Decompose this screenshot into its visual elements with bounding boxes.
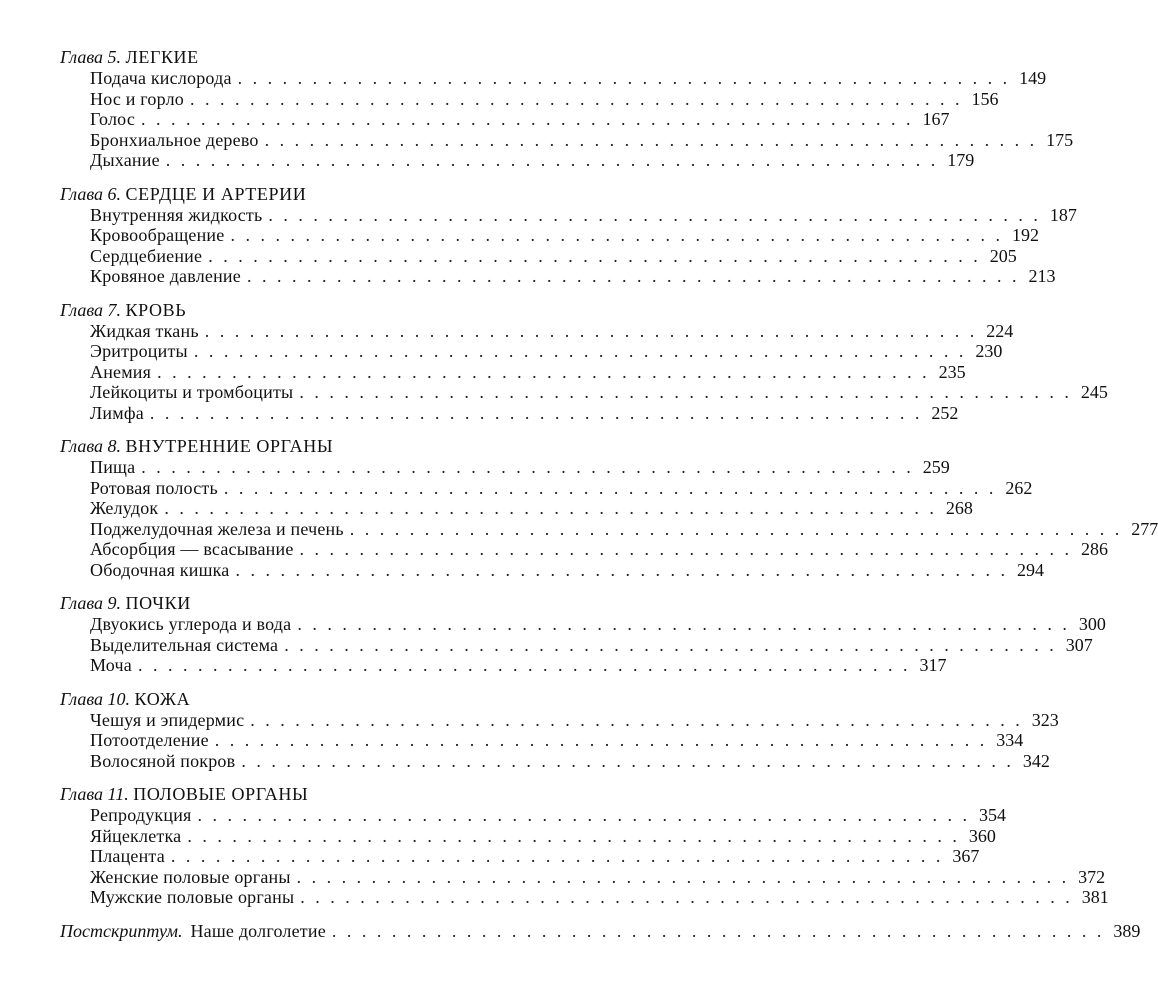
- dot-leader: . . . . . . . . . . . . . . . . . . . . . . . . . . . . . . . . . . . . . . . . . . . . . . . . . . . .: [137, 655, 911, 675]
- dot-leader: . . . . . . . . . . . . . . . . . . . . . . . . . . . . . . . . . . . . . . . . . . . . . . . . . . . .: [331, 920, 1105, 941]
- toc-entry: [90, 109, 950, 130]
- chapter-section: [60, 783, 1109, 908]
- toc-entry: [90, 150, 975, 171]
- dot-leader: . . . . . . . . . . . . . . . . . . . . . . . . . . . . . . . . . . . . . . . . . . . . . . . . . . . .: [349, 518, 1123, 539]
- page-number: 277: [1131, 518, 1158, 539]
- entry-title: Яйцеклетка: [90, 825, 182, 846]
- entry-title: Подача кислорода: [90, 68, 232, 88]
- dot-leader: . . . . . . . . . . . . . . . . . . . . . . . . . . . . . . . . . . . . . . . . . . . . . . . . . . . .: [141, 109, 914, 129]
- toc-entry: [90, 68, 1047, 89]
- entry-title: Чешуя и эпидермис: [90, 709, 245, 730]
- toc-entry: [90, 518, 1158, 540]
- entry-title: Дыхание: [90, 150, 160, 170]
- dot-leader: . . . . . . . . . . . . . . . . . . . . . . . . . . . . . . . . . . . . . . . . . . . . . . . . . . . .: [187, 825, 960, 846]
- dot-leader: . . . . . . . . . . . . . . . . . . . . . . . . . . . . . . . . . . . . . . . . . . . . . . . . . . . .: [299, 539, 1073, 559]
- chapter-section: [60, 299, 1108, 424]
- toc-entry: [90, 382, 1108, 403]
- chapter-section: [60, 592, 1106, 676]
- page-number: 300: [1078, 614, 1106, 634]
- table-of-contents: [60, 46, 1158, 942]
- dot-leader: . . . . . . . . . . . . . . . . . . . . . . . . . . . . . . . . . . . . . . . . . . . . . . . . . . . .: [246, 266, 1020, 286]
- entry-title: Сердцебиение: [90, 245, 203, 266]
- dot-leader: . . . . . . . . . . . . . . . . . . . . . . . . . . . . . . . . . . . . . . . . . . . . . . . . . . . .: [250, 709, 1023, 730]
- chapter-section: [60, 183, 1077, 287]
- toc-entry: [90, 361, 966, 383]
- toc-entry: [90, 402, 959, 424]
- entry-title: Выделительная система: [90, 634, 279, 655]
- page-number: 149: [1019, 68, 1047, 88]
- chapter-number: Глава 8.: [60, 436, 122, 456]
- chapter-title: ПОЧКИ: [125, 593, 191, 613]
- dot-leader: . . . . . . . . . . . . . . . . . . . . . . . . . . . . . . . . . . . . . . . . . . . . . . . . . . . .: [197, 805, 971, 825]
- page-number: 245: [1080, 382, 1108, 402]
- entry-title: Абсорбция — всасывание: [90, 539, 294, 559]
- toc-entry: [90, 245, 1017, 267]
- toc-entry: [90, 887, 1109, 908]
- chapter-section: [60, 46, 1074, 171]
- page-number: 259: [922, 457, 950, 477]
- entry-title: Поджелудочная железа и печень: [90, 518, 344, 539]
- page-number: 252: [931, 402, 959, 423]
- page-number: 367: [952, 846, 980, 866]
- page-number: 389: [1113, 920, 1141, 941]
- chapter-number: Глава 6.: [60, 183, 122, 204]
- page-number: 268: [945, 498, 973, 518]
- dot-leader: . . . . . . . . . . . . . . . . . . . . . . . . . . . . . . . . . . . . . . . . . . . . . . . . . . . .: [299, 382, 1072, 402]
- toc-entry: [90, 266, 1056, 287]
- toc-entry: [90, 539, 1109, 560]
- toc-entry: [90, 846, 980, 867]
- dot-leader: . . . . . . . . . . . . . . . . . . . . . . . . . . . . . . . . . . . . . . . . . . . . . . . . . . . .: [164, 498, 937, 518]
- dot-leader: . . . . . . . . . . . . . . . . . . . . . . . . . . . . . . . . . . . . . . . . . . . . . . . . . . . .: [193, 341, 967, 361]
- dot-leader: . . . . . . . . . . . . . . . . . . . . . . . . . . . . . . . . . . . . . . . . . . . . . . . . . . . .: [241, 750, 1014, 771]
- page-number: 167: [922, 109, 950, 129]
- dot-leader: . . . . . . . . . . . . . . . . . . . . . . . . . . . . . . . . . . . . . . . . . . . . . . . . . . . .: [297, 614, 1070, 634]
- page-number: 354: [979, 805, 1007, 825]
- entry-title: Ротовая полость: [90, 477, 218, 498]
- toc-entry: [90, 805, 1007, 826]
- page-number: 286: [1081, 539, 1109, 559]
- page-number: 187: [1049, 204, 1077, 225]
- toc-entry: [90, 655, 947, 676]
- entry-title: Ободочная кишка: [90, 559, 230, 580]
- dot-leader: . . . . . . . . . . . . . . . . . . . . . . . . . . . . . . . . . . . . . . . . . . . . . . . . . . . .: [170, 846, 944, 866]
- entry-title: Бронхиальное дерево: [90, 129, 259, 150]
- entry-title: Жидкая ткань: [90, 320, 199, 341]
- entry-title: Анемия: [90, 361, 152, 382]
- page-number: 323: [1031, 709, 1059, 730]
- toc-entry: [90, 709, 1059, 731]
- page-number: 235: [938, 361, 966, 382]
- dot-leader: . . . . . . . . . . . . . . . . . . . . . . . . . . . . . . . . . . . . . . . . . . . . . . . . . . . .: [268, 204, 1041, 225]
- postscript-entry: [60, 920, 1141, 942]
- page-number: 342: [1022, 750, 1050, 771]
- entry-title: Нос и горло: [90, 88, 184, 109]
- chapter-number: Глава 5.: [60, 47, 122, 67]
- toc-entry: [90, 825, 996, 847]
- chapter-title: КОЖА: [134, 688, 191, 709]
- entry-title: Лимфа: [90, 402, 144, 423]
- entry-title: Кровообращение: [90, 225, 225, 245]
- chapter-section: [60, 435, 1158, 580]
- page-number: 179: [947, 150, 975, 170]
- dot-leader: . . . . . . . . . . . . . . . . . . . . . . . . . . . . . . . . . . . . . . . . . . . . . . . . . . . .: [264, 129, 1038, 150]
- entry-title: Плацента: [90, 846, 165, 866]
- chapter-heading: [60, 783, 630, 805]
- entry-title: Потоотделение: [90, 730, 209, 750]
- page-number: 381: [1081, 887, 1109, 907]
- entry-title: Внутренняя жидкость: [90, 204, 263, 225]
- entry-title: Мужские половые органы: [90, 887, 295, 907]
- dot-leader: . . . . . . . . . . . . . . . . . . . . . . . . . . . . . . . . . . . . . . . . . . . . . . . . . . . .: [149, 402, 923, 423]
- page-number: 360: [968, 825, 996, 846]
- chapter-number: Глава 9.: [60, 593, 122, 613]
- entry-title: Моча: [90, 655, 132, 675]
- page-number: 317: [919, 655, 947, 675]
- chapter-section: [60, 688, 1059, 772]
- dot-leader: . . . . . . . . . . . . . . . . . . . . . . . . . . . . . . . . . . . . . . . . . . . . . . . . . . . .: [214, 730, 988, 750]
- dot-leader: . . . . . . . . . . . . . . . . . . . . . . . . . . . . . . . . . . . . . . . . . . . . . . . . . . . .: [284, 634, 1057, 655]
- chapter-title: ПОЛОВЫЕ ОРГАНЫ: [133, 784, 309, 804]
- dot-leader: . . . . . . . . . . . . . . . . . . . . . . . . . . . . . . . . . . . . . . . . . . . . . . . . . . . .: [235, 559, 1008, 580]
- postscript-prefix: Постскриптум.: [60, 920, 183, 941]
- chapter-title: ЛЕГКИЕ: [125, 47, 199, 67]
- toc-entry: [90, 866, 1106, 888]
- chapter-title: СЕРДЦЕ И АРТЕРИИ: [125, 183, 307, 204]
- toc-entry: [90, 320, 1014, 342]
- chapter-number: Глава 10.: [60, 688, 131, 709]
- toc-entry: [90, 477, 1033, 499]
- dot-leader: . . . . . . . . . . . . . . . . . . . . . . . . . . . . . . . . . . . . . . . . . . . . . . . . . . . .: [165, 150, 939, 170]
- page-number: 175: [1046, 129, 1074, 150]
- page-number: 205: [989, 245, 1017, 266]
- toc-entry: [90, 88, 999, 110]
- chapter-heading: [60, 46, 630, 68]
- dot-leader: . . . . . . . . . . . . . . . . . . . . . . . . . . . . . . . . . . . . . . . . . . . . . . . . . . . .: [300, 887, 1073, 907]
- dot-leader: . . . . . . . . . . . . . . . . . . . . . . . . . . . . . . . . . . . . . . . . . . . . . . . . . . . .: [230, 225, 1003, 245]
- page-number: 230: [975, 341, 1003, 361]
- dot-leader: . . . . . . . . . . . . . . . . . . . . . . . . . . . . . . . . . . . . . . . . . . . . . . . . . . . .: [141, 457, 914, 477]
- toc-entry: [90, 457, 950, 478]
- toc-entry: [90, 341, 1003, 362]
- entry-title: Пища: [90, 457, 136, 477]
- dot-leader: . . . . . . . . . . . . . . . . . . . . . . . . . . . . . . . . . . . . . . . . . . . . . . . . . . . .: [208, 245, 981, 266]
- dot-leader: . . . . . . . . . . . . . . . . . . . . . . . . . . . . . . . . . . . . . . . . . . . . . . . . . . . .: [237, 68, 1011, 88]
- toc-entry: [90, 614, 1106, 635]
- toc-entry: [90, 634, 1093, 656]
- page-number: 372: [1078, 866, 1106, 887]
- postscript-title: Наше долголетие: [190, 920, 326, 941]
- chapter-heading: [60, 183, 630, 205]
- toc-entry: [90, 730, 1024, 751]
- page-number: 224: [986, 320, 1014, 341]
- entry-title: Лейкоциты и тромбоциты: [90, 382, 294, 402]
- entry-title: Волосяной покров: [90, 750, 236, 771]
- page-number: 294: [1017, 559, 1044, 580]
- entry-title: Желудок: [90, 498, 159, 518]
- chapter-heading: [60, 435, 630, 457]
- toc-entry: [90, 204, 1077, 226]
- page-number: 262: [1005, 477, 1033, 498]
- entry-title: Голос: [90, 109, 136, 129]
- dot-leader: . . . . . . . . . . . . . . . . . . . . . . . . . . . . . . . . . . . . . . . . . . . . . . . . . . . .: [204, 320, 978, 341]
- toc-entry: [90, 129, 1074, 151]
- toc-entry: [90, 559, 1044, 581]
- chapter-heading: [60, 299, 630, 321]
- entry-title: Эритроциты: [90, 341, 188, 361]
- chapter-number: Глава 7.: [60, 299, 122, 320]
- dot-leader: . . . . . . . . . . . . . . . . . . . . . . . . . . . . . . . . . . . . . . . . . . . . . . . . . . . .: [189, 88, 963, 109]
- page-number: 213: [1028, 266, 1056, 286]
- chapter-number: Глава 11.: [60, 784, 129, 804]
- entry-title: Кровяное давление: [90, 266, 241, 286]
- toc-entry: [90, 498, 973, 519]
- chapter-list: [60, 46, 1158, 908]
- toc-entry: [90, 750, 1050, 772]
- dot-leader: . . . . . . . . . . . . . . . . . . . . . . . . . . . . . . . . . . . . . . . . . . . . . . . . . . . .: [157, 361, 930, 382]
- chapter-heading: [60, 592, 630, 614]
- entry-title: Женские половые органы: [90, 866, 291, 887]
- page-number: 307: [1065, 634, 1093, 655]
- entry-title: Репродукция: [90, 805, 192, 825]
- chapter-title: ВНУТРЕННИЕ ОРГАНЫ: [125, 436, 334, 456]
- toc-entry: [90, 225, 1039, 246]
- dot-leader: . . . . . . . . . . . . . . . . . . . . . . . . . . . . . . . . . . . . . . . . . . . . . . . . . . . .: [223, 477, 997, 498]
- chapter-title: КРОВЬ: [125, 299, 187, 320]
- page-number: 192: [1011, 225, 1039, 245]
- chapter-heading: [60, 688, 630, 710]
- page-number: 334: [996, 730, 1024, 750]
- dot-leader: . . . . . . . . . . . . . . . . . . . . . . . . . . . . . . . . . . . . . . . . . . . . . . . . . . . .: [296, 866, 1070, 887]
- entry-title: Двуокись углерода и вода: [90, 614, 292, 634]
- page-number: 156: [971, 88, 999, 109]
